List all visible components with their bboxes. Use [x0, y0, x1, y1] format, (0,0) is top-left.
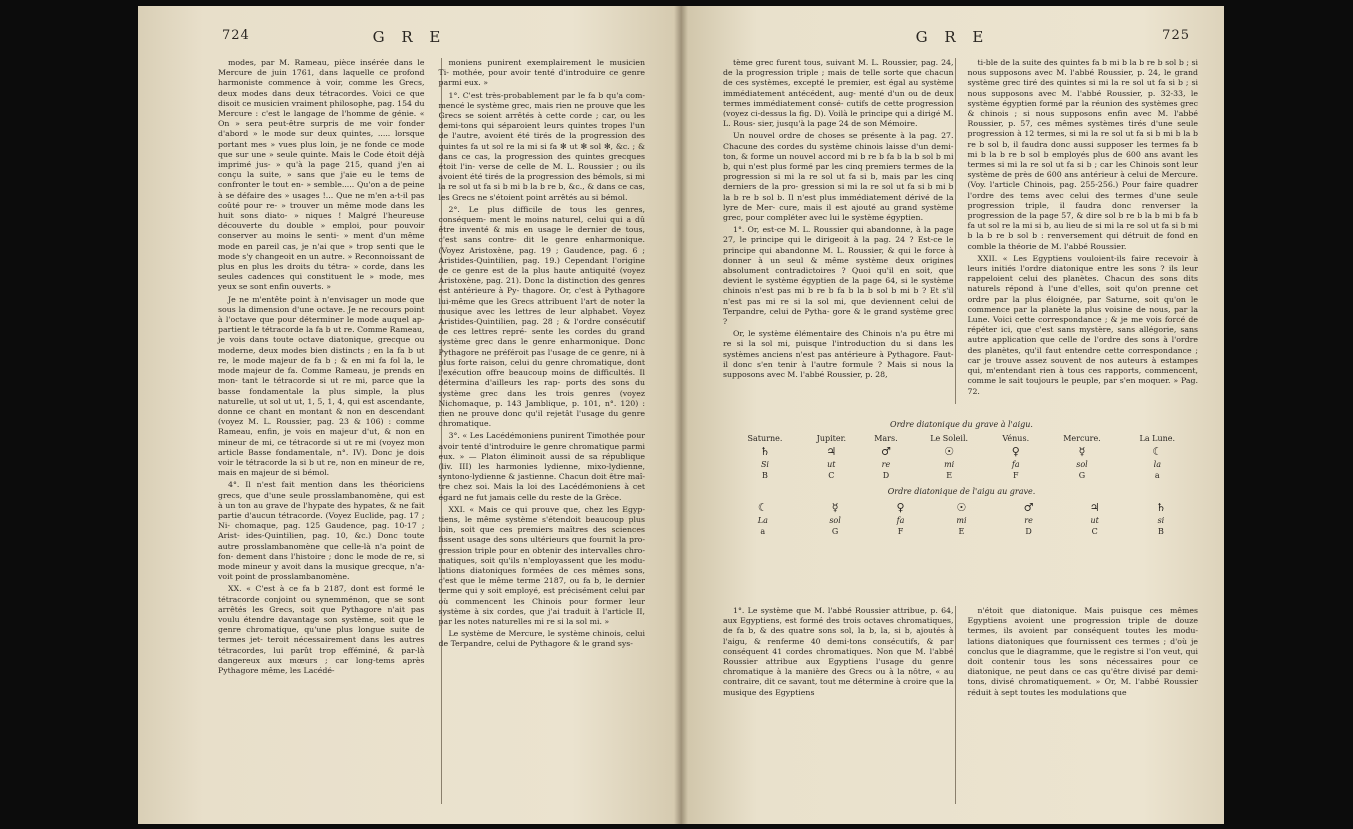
saturn-icon: ♄ — [1155, 501, 1166, 514]
sun-icon: ☉ — [956, 501, 967, 514]
left-page-header — [138, 28, 681, 50]
paragraph: Or, le système élémentaire des Chinois n'a pu être mi re si la sol mi, puisque l'introduction du si dans les systèmes anciens n'est pas antérieure à Pythagore. Faut-il donc s'en tenir à l'autre formule ? Mais si nous la supposons avec M. l'abbé Roussier, p. 28, — [723, 329, 954, 380]
paragraph: 2°. Le plus difficile de tous les genres, conséquem- ment le moins naturel, celui qui a dû être inventé & mis en usage le dernier de tous, c'est sans contre- dit le genre enharmonique. (Voyez Aristoxène, pag. 19 ; Gaudence, pag. 6 ; Aristides-Quintilien, pag. 19.) Cependant l'origine de ce genre est de la plus haute antiquité (voyez Aristoxène, pag. 21). Donc la distinction des genres est antérieure à Py- thagore. Or, c'est à Pythagore lui-même que les Grecs attribuent l'art de noter la musique avec les lettres de leur alphabet. Voyez Aristides-Quintilien, pag. 28 ; & l'ordre consécutif de ces lettres repré- sente les cordes du grand système grec dans le genre enharmonique. Donc Pythagore ne préféroit pas l'usage de ce genre, ni à plus forte raison, celui du genre chromatique, dont l'exécution offre beaucoup moins de difficultés. Il détermina d'ailleurs les rap- ports des sons du système grec dans les trois genres (voyez Nichomaque, p. 143 Jamblique, p. 101, n°. 120) : rien ne prouve donc qu'il rejetât l'usage du genre chromatique. — [438, 204, 645, 429]
venus-icon: ♀ — [896, 501, 905, 514]
mercury-icon: ☿ — [831, 501, 839, 514]
note-letter: G — [1078, 471, 1086, 480]
paragraph: 1°. Le système que M. l'abbé Roussier attribue, p. 64, aux Egyptiens, est formé des trois octaves chromatiques, de fa b, & des quatre sons sol, la b, la, si b, ajoutés à l'aigu, & renferme 40 demi-tons consécutifs, & par conséquent 41 cordes chromatiques. Non que M. l'abbé Roussier attribue aux Egyptiens l'usage du genre chromatique à la manière des Grecs ou à la nôtre, « au contraire, dit ce savant, tout me détermine à croire que la musique des Egyptiens — [723, 606, 954, 697]
note-letter: C — [828, 471, 835, 480]
diatonic-table-descending — [729, 487, 1194, 537]
note-letter: a — [1154, 471, 1160, 480]
note-letter: G — [831, 527, 839, 536]
right-page-column-2 — [967, 58, 1199, 396]
moon-icon: ☾ — [1152, 445, 1163, 458]
right-page-column-1-bottom — [723, 606, 954, 814]
note-letter: D — [882, 471, 890, 480]
left-page — [138, 6, 681, 824]
table-row — [729, 433, 1194, 444]
paragraph: Un nouvel ordre de choses se présente à la pag. 27. Chacune des cordes du système chinois laisse d'un demi-ton, & forme un nouvel accord mi b re b fa b la b sol b mi b, qui n'est plus formé par les cinq premiers termes de la progression si mi la re sol ut fa si b, mais par les cinq derniers de la pro- gression si mi la re sol ut fa si b mi b la b re b sol b. Il n'est plus immédiatement dérivé de la lyre de Mer- cure, mais il est ajouté au grand système grec, pour compléter avec lui le système égyptien. — [723, 131, 954, 223]
running-title: G R E — [915, 28, 990, 46]
paragraph: 1°. Or, est-ce M. L. Roussier qui abandonne, à la page 27, le principe qui le dirigeoit à la pag. 24 ? Est-ce le principe qui abandonne M. L. Roussier, & qui le force à donner à un seul & même système deux origines absolument contradictoires ? Quoi qu'il en soit, que devient le système égyptien de la page 64, si le système chinois n'est pas mi b re b fa b la b sol b mi b ? Et s'il n'est pas mi re si la sol mi, que deviennent celui de Terpandre, celui de Pytha- gore & le grand système grec ? — [723, 225, 954, 327]
paragraph: XXI. « Mais ce qui prouve que, chez les Egyp- tiens, le même système s'étendoit beaucoup plus loin, soit que ces premiers maîtres des sciences fissent usage des sons ultérieurs que fournit la pro- gression triple pour en obtenir des intervalles chro- matiques, soit qu'ils n'employassent que les modu- lations diatoniques formées de ces mêmes sons, c'est que le même terme 2187, ou fa b, le dernier terme qui y soit employé, est précisément celui par où commencent les Chinois pour former leur système à six cordes, que j'ai traduit à l'article II, par les notes naturelles mi re si la sol mi. » — [438, 504, 645, 626]
note-letter: C — [1091, 527, 1098, 536]
moon-icon: ☾ — [757, 501, 768, 514]
note-letter: B — [762, 471, 768, 480]
note-letter: D — [1025, 527, 1032, 536]
note-name: sol — [829, 516, 841, 525]
paragraph: XX. « C'est à ce fa b 2187, dont est formé le tétracorde conjoint ou synemménon, que se sont arrêtés les Grecs, soit que Pythagore n'ait pas voulu étendre davantage son système, soit que le genre chromatique, qu'une plus longue suite de termes jet- teroit nécessairement dans les autres tétracordes, lui parût trop efféminé, & par-là dangereux aux mœurs ; car long-tems après Pythagore même, les Lacédé- — [218, 584, 425, 675]
mars-icon: ♂ — [1023, 501, 1034, 514]
note-letter: F — [1012, 471, 1019, 480]
paragraph: n'étoit que diatonique. Mais puisque ces mêmes Egyptiens avoient une progression triple de douze termes, ils avoient par conséquent toutes les modu- lations diatoniques que fournissent ces termes ; d'où je conclus que le diagramme, que le registre si l'on veut, qui doit contenir tous les sons nécessaires pour ce diatonique, ne peut dans ce cas qu'être divisé par demi-tons, divisé chromatiquement. » Or, M. l'abbé Roussier réduit à sept toutes les modulations que — [967, 606, 1198, 697]
paragraph: Le système de Mercure, le système chinois, celui de Terpandre, celui de Pythagore & le grand sys- — [438, 629, 645, 649]
paragraph: moniens punirent exemplairement le musicien Ti- mothée, pour avoir tenté d'introduire ce genre parmi eux. » — [438, 58, 645, 88]
planet-name: Mars. — [874, 434, 898, 443]
note-name: la — [1153, 460, 1161, 469]
venus-icon: ♀ — [1011, 445, 1020, 458]
table-row — [729, 459, 1194, 470]
right-page-header — [681, 28, 1224, 50]
note-name: fa — [1011, 460, 1020, 469]
note-name: si — [1157, 516, 1165, 525]
table-row — [729, 444, 1194, 459]
paragraph: Je ne m'entête point à n'envisager un mode que sous la dimension d'une octave. Je ne recours point à l'octave que pour déterminer le mode auquel ap- partient le tétracorde la fa b ut re. Comme Rameau, je vois dans toute octave diatonique, grecque ou moderne, deux modes bien distincts ; en la fa b ut re, le mode majeur de fa b ; & en mi fa fol la, le mode majeur de fa. Comme Rameau, je prends en mon- tant le tétracorde si ut re mi, parce que la basse fondamentale la plus simple, la plus naturelle, ut sol ut ut, 1, 5, 1, 4, qui est ascendante, donne ce chant en montant & non en descendant (voyez M. L. Roussier, pag. 23 & 106) : comme Rameau, enfin, je vois en majeur d'ut, & non en mineur de mi, ce tétracorde si ut re mi (voyez mon article Basse fondamentale, n°. IV). Donc je dois voir le tétracorde la si b ut re, non en mineur de re, mais en majeur de si bémol. — [218, 294, 425, 478]
running-title: G R E — [372, 28, 447, 46]
saturn-icon: ♄ — [760, 445, 770, 458]
table-row — [729, 526, 1194, 537]
paragraph: 3°. « Les Lacédémoniens punirent Timothée pour avoir tenté d'introduire le genre chromatique parmi eux. » — Platon éliminoit aussi de sa république (liv. III) les harmonies lydienne, mixo-lydienne, syntono-lydienne & jastienne. Chacun doit être maî- tre chez soi. Mais la loi des Lacédémoniens à cet égard ne fut jamais celle du reste de la Grèce. — [438, 431, 645, 502]
note-name: La — [757, 516, 768, 525]
paragraph: 1°. C'est très-probablement par le fa b qu'a com- mencé le système grec, mais rien ne prouve que les Grecs se soient arrêtés à cette corde ; car, ou les demi-tons qui séparoient leurs quintes tropes l'un de l'autre, avoient été tirés de la progression des quintes fa ut sol re la mi si fa ✻ ut ✻ sol ✻, &c. ; & dans ce cas, la progression des quintes grecques étoit l'in- verse de celle de M. L. Roussier ; ou ils avoient été tirés de la progression des bémols, si mi la re sol ut fa si b mi b la b re b, &c., & dans ce cas, les Grecs ne s'étoient point arrêtés au si bémol. — [438, 90, 645, 202]
note-name: sol — [1076, 460, 1088, 469]
note-letter: E — [958, 527, 965, 536]
table-caption: Ordre diatonique du grave à l'aigu. — [890, 420, 1033, 429]
diatonic-table-ascending — [729, 420, 1194, 481]
planet-name: Jupiter. — [816, 434, 847, 443]
left-page-column-1 — [218, 58, 425, 814]
note-letter: a — [760, 527, 766, 536]
planet-name: La Lune. — [1139, 434, 1176, 443]
planet-name: Vénus. — [1002, 434, 1030, 443]
right-page-column-2-bottom — [968, 606, 1199, 814]
note-name: Si — [760, 460, 769, 469]
left-page-column-2 — [439, 58, 646, 814]
page-number: 724 — [222, 28, 250, 43]
paragraph: tème grec furent tous, suivant M. L. Roussier, pag. 24, de la progression triple ; mais de telle sorte que chacun de ces systèmes, excepté le premier, est égal au système immédiatement antécédent, aug- menté d'un ou de deux termes immédiatement consé- cutifs de cette progression (voyez ci-dessus la fig. D). Voilà le principe qui a dirigé M. L. Rous- sier, jusqu'à la page 24 de son Mémoire. — [723, 58, 954, 129]
jupiter-icon: ♃ — [826, 445, 837, 458]
paragraph: 4°. Il n'est fait mention dans les théoriciens grecs, que d'une seule prosslambanomène, qui est à un ton au grave de l'hypate des hypates, & ne fait partie d'aucun tétracorde. (Voyez Euclide, pag. 17 ; Ni- chomaque, pag. 125 Gaudence, pag. 10-17 ; Arist- ides-Quintilien, pag. 10, &c.) Donc toute autre prosslambanomène que celle-là n'a point de fon- dement dans l'histoire ; donc le mode de re, si mode mineur y avoit dans la musique grecque, n'a- voit point de prosslambanomène. — [218, 480, 425, 582]
book-gutter — [674, 6, 688, 824]
sun-icon: ☉ — [944, 445, 955, 458]
open-book — [138, 6, 1224, 824]
planet-name: Mercure. — [1063, 434, 1101, 443]
jupiter-icon: ♃ — [1089, 501, 1100, 514]
note-name: mi — [944, 460, 955, 469]
table-caption: Ordre diatonique de l'aigu au grave. — [887, 487, 1036, 496]
note-name: ut — [827, 460, 836, 469]
table-row — [729, 515, 1194, 526]
planet-tables — [729, 414, 1194, 543]
note-name: re — [881, 460, 891, 469]
planet-name: Le Soleil. — [930, 434, 969, 443]
note-letter: E — [946, 471, 953, 480]
right-page-column-1 — [723, 58, 954, 378]
right-page — [681, 6, 1224, 824]
planet-name: Saturne. — [747, 434, 783, 443]
paragraph: XXII. « Les Egyptiens vouloient-ils faire recevoir à leurs initiés l'ordre diatonique entre les sons ? ils leur rappeloient celui des planètes. Chacun des sons dits naturels répond à l'une d'elles, soit qu'on prenne cet ordre par la plus éloignée, par Saturne, soit qu'on le commence par la planète la plus voisine de nous, par la Lune. Voici cette correspondance ; & je me vois forcé de répéter ici, que c'est sans mystère, sans allégorie, sans autre application que celle de l'ordre des sons à l'ordre des planètes, qu'il faut entendre cette correspondance ; car je trouve assez souvent de nos auteurs à estampes qui, m'entendant rien à tous ces rapports, commencent, comme le sait toujours le peuple, par s'en moquer. » Pag. 72. — [967, 253, 1198, 396]
mercury-icon: ☿ — [1078, 445, 1086, 458]
note-name: ut — [1090, 516, 1099, 525]
note-name: re — [1024, 516, 1033, 525]
note-letter: F — [897, 527, 904, 536]
table-row — [729, 500, 1194, 515]
note-name: mi — [956, 516, 967, 525]
note-letter: B — [1157, 527, 1164, 536]
table-row — [729, 470, 1194, 481]
page-number: 725 — [1162, 28, 1190, 43]
mars-icon: ♂ — [881, 445, 891, 458]
paragraph: ti-ble de la suite des quintes fa b mi b la b re b sol b ; si nous supposons avec M. l'abbé Roussier, p. 24, le grand système grec tiré des quintes si mi la re sol ut fa si b ; si nous supposons avec M. l'abbé Roussier, p. 32-33, le système égyptien formé par la réunion des systèmes grec & chinois ; si nous supposons enfin avec M. l'abbé Roussier, p. 57, ces mêmes systèmes tirés d'une seule progression à 12 termes, si mi la re sol ut fa si b mi b la b re b sol b, il faudra donc aussi supposer les termes fa b mi b la b re b sol b employés plus de 600 ans avant les termes si mi la re sol ut fa si b ; car les Chinois sont leur système de près de 600 ans antérieur à celui de Mercure. (Voy. l'article Chinois, pag. 255-256.) Pour faire quadrer l'ordre des tems avec celui des termes d'une seule progression triple, il faudra donc renverser la progression de la page 57, & dire sol b re b la b mi b fa b fa ut sol re la mi si b, au lieu de si mi la re sol ut fa si b mi b la b re b sol b : renversement qui détruit de fond en comble la théorie de M. l'abbé Roussier. — [967, 58, 1198, 251]
paragraph: modes, par M. Rameau, pièce insérée dans le Mercure de juin 1761, dans laquelle ce profond harmoniste commence à voir, comme les Grecs, deux modes dans deux tétracordes. Voici ce que disoit ce musicien vraiment philosophe, pag. 154 du Mercure : c'est le langage de l'homme de génie. « On » sera peut-être surpris de me voir fonder d'abord » le mode sur deux quintes, ..... lorsque portant mes » vues plus loin, je ne fonde ce mode que sur une » seule quinte. Mais le Code étoit déjà imprimé jus- » qu'à la page 215, quand j'en ai conçu la suite, » sans que j'aie eu le tems de confronter le tout en- » semble..... Qu'on a de peine à se défaire des » usages !... Que ne m'en a-t-il pas coûté pour re- » trouver un même mode dans les huit sons diato- » niques ! Malgré l'heureuse découverte du double » emploi, pour pouvoir conserver au moins le senti- » ment d'un même mode en pareil cas, je n'ai que » trop senti que le mode s'y changeoit en un autre. » Reconnoissant de plus en plus les droits du tétra- » corde, dans les seules cadences qui constituent le » mode, mes yeux se sont enfin ouverts. » — [218, 58, 425, 292]
note-name: fa — [896, 516, 905, 525]
